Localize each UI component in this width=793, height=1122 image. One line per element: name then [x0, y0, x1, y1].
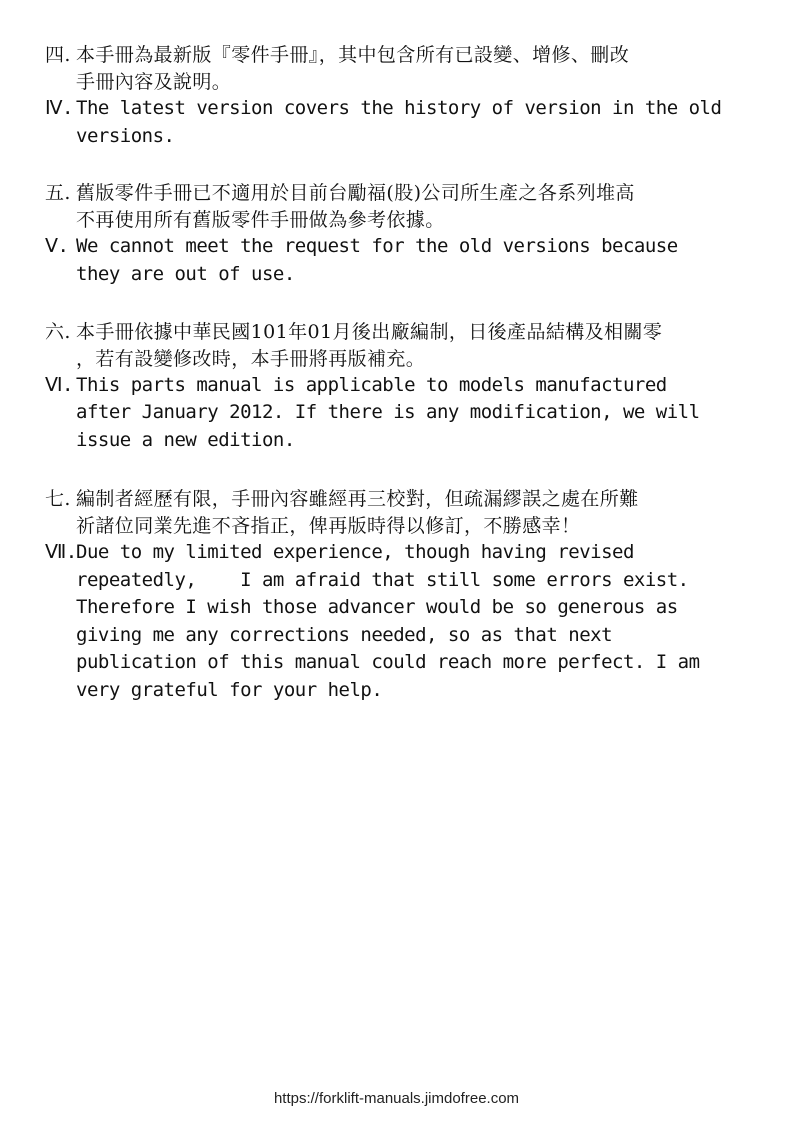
en-line: Ⅶ.Due to my limited experience, though having revised: [45, 541, 634, 563]
zh-number: 七.: [45, 488, 71, 510]
zh-line: 五. 舊版零件手冊已不適用於目前台勵福(股)公司所生產之各系列堆高: [45, 178, 635, 205]
en-line: very grateful for your help.: [76, 679, 383, 701]
en-line: they are out of use.: [76, 263, 295, 285]
en-line: Ⅴ. We cannot meet the request for the old versions because: [45, 235, 678, 257]
footer-url[interactable]: https://forklift-manuals.jimdofree.com: [273, 1090, 520, 1107]
en-number: Ⅵ.: [45, 374, 73, 396]
en-line: repeatedly, I am afraid that still some errors exist.: [76, 569, 689, 591]
en-line: versions.: [76, 125, 175, 147]
zh-line: 不再使用所有舊版零件手冊做為參考依據。: [76, 209, 445, 231]
en-number: Ⅴ.: [45, 235, 69, 257]
en-line: issue a new edition.: [76, 429, 295, 451]
zh-line: 祈諸位同業先進不吝指正，俾再版時得以修訂，不勝感幸！: [76, 515, 581, 537]
zh-line: 手冊內容及說明。: [76, 71, 232, 93]
en-line: Ⅳ. The latest version covers the history of version in the old: [45, 97, 722, 119]
zh-number: 六.: [45, 321, 71, 343]
zh-number: 五.: [45, 182, 71, 204]
en-number: Ⅳ.: [45, 97, 73, 119]
zh-line: ，若有設變修改時，本手冊將再版補充。: [76, 348, 426, 370]
en-line: after January 2012. If there is any modification, we will: [76, 401, 700, 423]
en-line: Therefore I wish those advancer would be so generous as: [76, 596, 678, 618]
en-line: publication of this manual could reach more perfect. I am: [76, 651, 700, 673]
zh-line: 四. 本手冊為最新版『零件手冊』，其中包含所有已設變、增修、刪改: [45, 40, 629, 67]
en-number: Ⅶ.: [45, 541, 77, 563]
zh-line: 六. 本手冊依據中華民國101年01月後出廠編制，日後產品結構及相關零: [45, 317, 662, 344]
zh-number: 四.: [45, 44, 71, 66]
en-line: Ⅵ. This parts manual is applicable to models manufactured: [45, 374, 667, 396]
zh-line: 七. 編制者經歷有限，手冊內容雖經再三校對，但疏漏繆誤之處在所難: [45, 484, 639, 511]
en-line: giving me any corrections needed, so as that next: [76, 624, 613, 646]
